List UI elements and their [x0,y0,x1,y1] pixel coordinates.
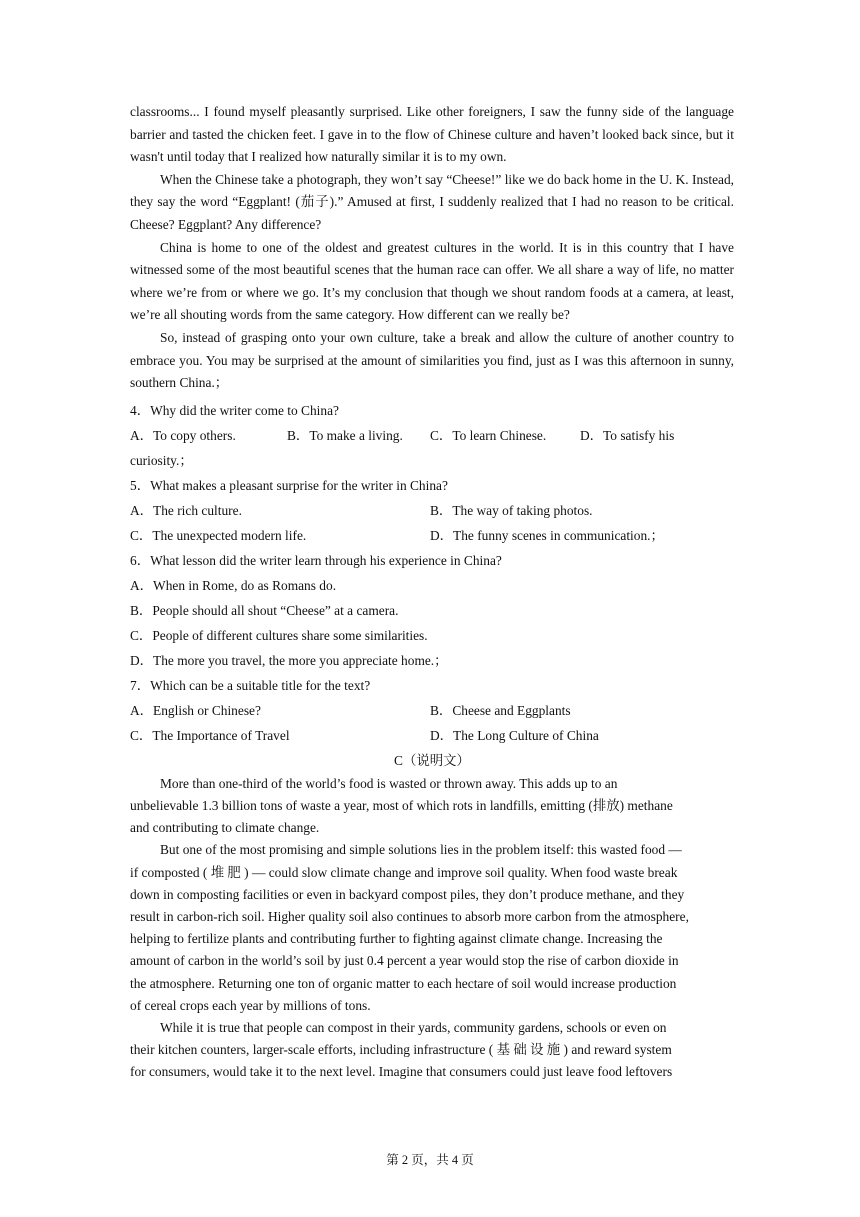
text-line: their kitchen counters, larger-scale efforts, including infrastructure ( 基 础 设 施 ) and reward system [130,1042,672,1058]
text-line: amount of carbon in the world’s soil by just 0.4 percent a year would stop the rise of carbon dioxide in [130,953,679,969]
option-b: B．People should all shout “Cheese” at a camera. [130,602,399,618]
option-a: A．When in Rome, do as Romans do. [130,577,337,593]
option-b: B．The way of taking photos. [430,502,593,518]
question-4 [130,398,734,473]
question-options-row [130,723,734,748]
text-line: result in carbon-rich soil. Higher quality soil also continues to absorb more carbon from the atmosphere, [130,908,689,924]
page-content [130,101,734,1084]
option-c: C．The Importance of Travel [130,727,290,743]
question-options-row [130,698,734,723]
question-5 [130,473,734,548]
option-a: A．To copy others. [130,427,236,443]
question-options-row [130,523,734,548]
paragraph: So, instead of grasping onto your own culture, take a break and allow the culture of another country to embrace you. You may be surprised at the amount of similarities you find, just as I was this afternoon in sunny, southern China.； [130,329,734,391]
question-stem: 6．What lesson did the writer learn through his experience in China? [130,552,502,568]
option-c: C．To learn Chinese. [430,427,547,443]
option-b: B．Cheese and Eggplants [430,702,571,718]
question-stem: 7．Which can be a suitable title for the text? [130,677,371,693]
passage-b [130,101,734,395]
question-7 [130,673,734,748]
question-6 [130,548,734,673]
option-c: C．The unexpected modern life. [130,527,307,543]
question-options-row [130,498,734,523]
option-b: B．To make a living. [287,427,403,443]
text-line: But one of the most promising and simple solutions lies in the problem itself: this wasted food — [160,842,682,858]
option-d-continued: curiosity.； [130,452,193,468]
question-options [130,423,734,448]
text-line: of cereal crops each year by millions of tons. [130,997,371,1013]
text-line: More than one-third of the world’s food is wasted or thrown away. This adds up to an [160,775,618,791]
text-line: down in composting facilities or even in backyard compost piles, they don’t produce methane, and they [130,886,685,902]
text-line: if composted ( 堆 肥 ) — could slow climate change and improve soil quality. When food waste break [130,864,678,880]
text-line: and contributing to climate change. [130,820,320,836]
option-d: D．The more you travel, the more you appreciate home.； [130,652,448,668]
option-c: C．People of different cultures share some similarities. [130,627,428,643]
section-title: C（说明文） [394,752,470,768]
paragraph: China is home to one of the oldest and greatest cultures in the world. It is in this country that I have witnessed some of the most beautiful scenes that the human race can offer. We all share a way of life, no matter where we’re from or where we go. It’s my conclusion that though we shout random foods at a camera, at least, we’re all shouting words from the same category. How different can we really be? [130,239,734,323]
option-a: A．The rich culture. [130,502,242,518]
passage-c [130,773,734,1084]
option-d: D．The funny scenes in communication.； [430,527,664,543]
paragraph: When the Chinese take a photograph, they won’t say “Cheese!” like we do back home in the U. K. Instead, they say the word “Eggplant! (茄子).” Amused at first, I suddenly realized that I had no reason to be critical. Cheese? Eggplant? Any difference? [130,171,734,232]
question-stem: 4．Why did the writer come to China? [130,402,339,418]
option-d: D．To satisfy his [580,427,675,443]
option-a: A．English or Chinese? [130,702,261,718]
text-line: for consumers, would take it to the next level. Imagine that consumers could just leave food leftovers [130,1064,673,1080]
text-line: While it is true that people can compost in their yards, community gardens, schools or even on [160,1019,667,1035]
option-d: D．The Long Culture of China [430,727,599,743]
paragraph: classrooms... I found myself pleasantly surprised. Like other foreigners, I saw the funny side of the language barrier and tasted the chicken feet. I gave in to the flow of Chinese culture and haven’t looked back since, but it wasn't until today that I realized how naturally similar it is to my own. [130,104,734,165]
text-line: unbelievable 1.3 billion tons of waste a year, most of which rots in landfills, emitting (排放) methane [130,797,673,813]
text-line: helping to fertilize plants and contributing further to fighting against climate change. Increasing the [130,931,663,947]
text-line: the atmosphere. Returning one ton of organic matter to each hectare of soil would increase production [130,975,677,991]
page-footer: 第 2 页，共 4 页 [386,1153,474,1167]
question-stem: 5．What makes a pleasant surprise for the writer in China? [130,477,448,493]
